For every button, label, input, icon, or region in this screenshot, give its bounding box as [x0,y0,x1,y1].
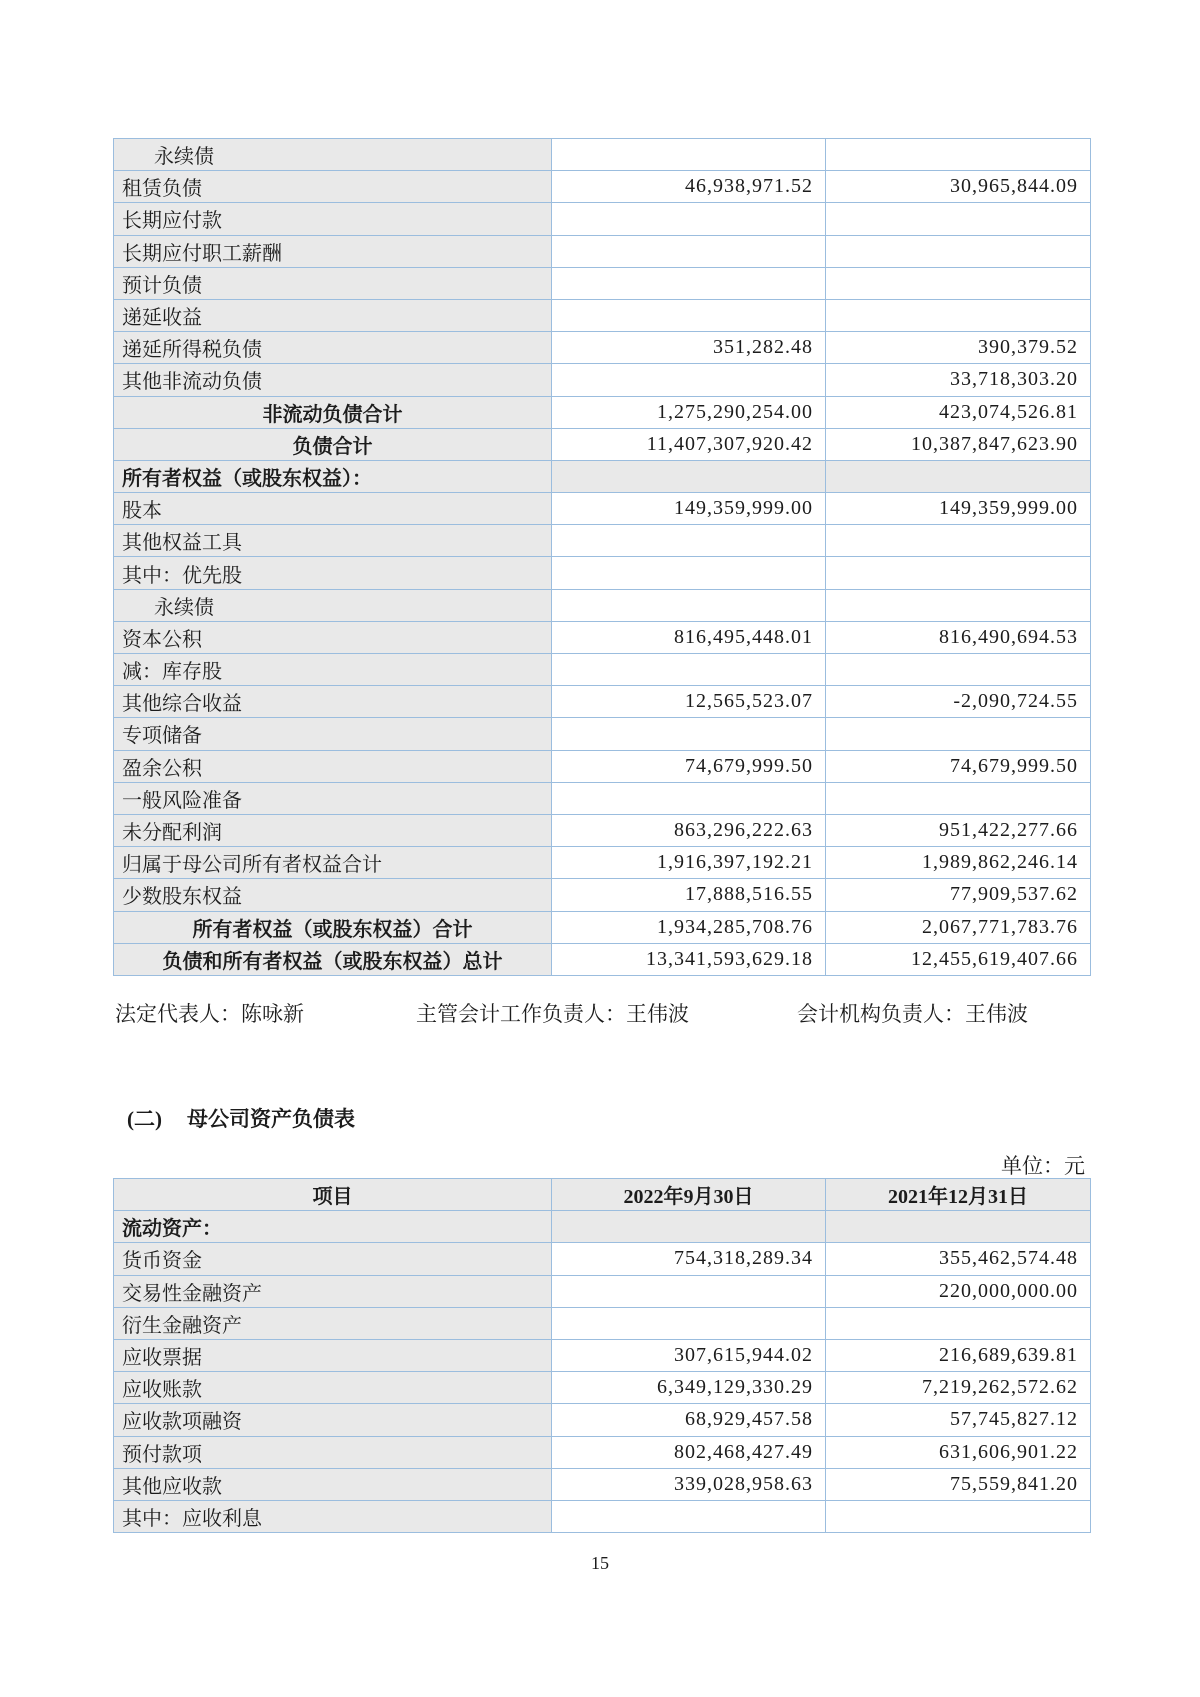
value-2022-cell: 149,359,999.00 [552,493,826,525]
item-label-cell: 所有者权益（或股东权益）： [114,460,552,492]
item-label-cell: 预计负债 [114,267,552,299]
table-row [114,1500,1091,1532]
value-2021-cell: 951,422,277.66 [826,814,1091,846]
column-header: 项目 [114,1179,552,1211]
value-2022-cell: 339,028,958.63 [552,1468,826,1500]
table-row [114,299,1091,331]
table-row [114,1307,1091,1339]
value-2021-cell: 74,679,999.50 [826,750,1091,782]
value-2022-cell [552,267,826,299]
section-name: 母公司资产负债表 [187,1107,355,1131]
table-row [114,1275,1091,1307]
value-2022-cell [552,589,826,621]
table-row [114,814,1091,846]
item-label-cell: 长期应付款 [114,203,552,235]
table-row [114,364,1091,396]
value-2022-cell: 307,615,944.02 [552,1339,826,1371]
value-2021-cell: -2,090,724.55 [826,686,1091,718]
table-row [114,621,1091,653]
item-label-cell: 其他非流动负债 [114,364,552,396]
table-row [114,686,1091,718]
value-2022-cell: 754,318,289.34 [552,1243,826,1275]
item-label-cell: 所有者权益（或股东权益）合计 [114,911,552,943]
table-row [114,1243,1091,1275]
value-2021-cell: 57,745,827.12 [826,1404,1091,1436]
item-label-cell: 未分配利润 [114,814,552,846]
item-label-cell: 一般风险准备 [114,782,552,814]
table-row [114,750,1091,782]
table-row [114,525,1091,557]
table-row [114,654,1091,686]
table-row [114,1339,1091,1371]
value-2021-cell [826,782,1091,814]
value-2022-cell [552,1500,826,1532]
value-2021-cell [826,235,1091,267]
value-2021-cell: 7,219,262,572.62 [826,1372,1091,1404]
column-header: 2022年9月30日 [552,1179,826,1211]
item-label-cell: 少数股东权益 [114,879,552,911]
item-label-cell: 其他综合收益 [114,686,552,718]
value-2022-cell: 68,929,457.58 [552,1404,826,1436]
item-label-cell: 租赁负债 [114,171,552,203]
value-2021-cell: 816,490,694.53 [826,621,1091,653]
value-2021-cell: 75,559,841.20 [826,1468,1091,1500]
accounting-head-label: 会计机构负责人：王伟波 [797,1002,1028,1026]
item-label-cell: 非流动负债合计 [114,396,552,428]
chief-accountant-label: 主管会计工作负责人：王伟波 [416,1002,689,1026]
item-label-cell: 交易性金融资产 [114,1275,552,1307]
item-label-cell: 归属于母公司所有者权益合计 [114,847,552,879]
item-label-cell: 永续债 [114,589,552,621]
value-2021-cell [826,1307,1091,1339]
value-2022-cell [552,525,826,557]
item-label-cell: 递延收益 [114,299,552,331]
table-row [114,396,1091,428]
value-2022-cell: 11,407,307,920.42 [552,428,826,460]
value-2021-cell [826,139,1091,171]
table-row [114,493,1091,525]
value-2022-cell: 17,888,516.55 [552,879,826,911]
value-2022-cell: 863,296,222.63 [552,814,826,846]
table-row [114,235,1091,267]
value-2022-cell: 802,468,427.49 [552,1436,826,1468]
table-row [114,428,1091,460]
item-label-cell: 盈余公积 [114,750,552,782]
item-label-cell: 资本公积 [114,621,552,653]
table-row [114,203,1091,235]
item-label-cell: 减：库存股 [114,654,552,686]
item-label-cell: 流动资产： [114,1211,552,1243]
table-row [114,589,1091,621]
value-2022-cell [552,557,826,589]
section-title [127,1103,355,1133]
item-label-cell: 专项储备 [114,718,552,750]
table-row [114,1211,1091,1243]
value-2021-cell [826,589,1091,621]
item-label-cell: 负债合计 [114,428,552,460]
value-2021-cell [826,1500,1091,1532]
value-2022-cell: 1,916,397,192.21 [552,847,826,879]
signature-line [113,998,1090,1024]
value-2022-cell [552,1211,826,1243]
value-2021-cell [826,460,1091,492]
value-2022-cell: 46,938,971.52 [552,171,826,203]
value-2022-cell: 13,341,593,629.18 [552,943,826,975]
table-row [114,1404,1091,1436]
table-row [114,332,1091,364]
item-label-cell: 其他应收款 [114,1468,552,1500]
value-2022-cell: 1,275,290,254.00 [552,396,826,428]
value-2022-cell: 816,495,448.01 [552,621,826,653]
table-row [114,1468,1091,1500]
item-label-cell: 其中：应收利息 [114,1500,552,1532]
value-2021-cell: 10,387,847,623.90 [826,428,1091,460]
value-2022-cell [552,654,826,686]
value-2022-cell [552,364,826,396]
value-2021-cell: 423,074,526.81 [826,396,1091,428]
item-label-cell: 长期应付职工薪酬 [114,235,552,267]
item-label-cell: 负债和所有者权益（或股东权益）总计 [114,943,552,975]
table-row [114,557,1091,589]
table-row [114,1436,1091,1468]
value-2021-cell [826,557,1091,589]
value-2021-cell [826,718,1091,750]
item-label-cell: 应收票据 [114,1339,552,1371]
value-2021-cell: 1,989,862,246.14 [826,847,1091,879]
parent-company-balance-sheet-table [113,1178,1091,1533]
value-2022-cell [552,718,826,750]
item-label-cell: 其中：优先股 [114,557,552,589]
value-2022-cell: 351,282.48 [552,332,826,364]
value-2021-cell: 631,606,901.22 [826,1436,1091,1468]
value-2022-cell [552,1275,826,1307]
item-label-cell: 永续债 [114,139,552,171]
value-2022-cell: 6,349,129,330.29 [552,1372,826,1404]
table-row [114,718,1091,750]
item-label-cell: 货币资金 [114,1243,552,1275]
value-2021-cell: 33,718,303.20 [826,364,1091,396]
value-2022-cell [552,235,826,267]
value-2021-cell [826,203,1091,235]
table-row [114,1372,1091,1404]
value-2021-cell: 149,359,999.00 [826,493,1091,525]
legal-representative-label: 法定代表人：陈咏新 [115,1002,304,1026]
table-row [114,943,1091,975]
table-row [114,879,1091,911]
table-row [114,847,1091,879]
table-header-row [114,1179,1091,1211]
table-row [114,782,1091,814]
value-2021-cell [826,1211,1091,1243]
value-2022-cell [552,299,826,331]
item-label-cell: 应收款项融资 [114,1404,552,1436]
item-label-cell: 递延所得税负债 [114,332,552,364]
value-2022-cell: 74,679,999.50 [552,750,826,782]
table-row [114,171,1091,203]
value-2021-cell [826,654,1091,686]
item-label-cell: 应收账款 [114,1372,552,1404]
page-number: 15 [591,1553,609,1573]
value-2022-cell [552,139,826,171]
item-label-cell: 衍生金融资产 [114,1307,552,1339]
table-row [114,911,1091,943]
value-2021-cell: 2,067,771,783.76 [826,911,1091,943]
table-row [114,139,1091,171]
value-2022-cell [552,203,826,235]
value-2022-cell: 1,934,285,708.76 [552,911,826,943]
value-2022-cell: 12,565,523.07 [552,686,826,718]
consolidated-balance-sheet-continued-table [113,138,1091,976]
section-index: (二) [127,1107,162,1131]
value-2022-cell [552,782,826,814]
value-2021-cell: 216,689,639.81 [826,1339,1091,1371]
table-row [114,460,1091,492]
value-2021-cell: 390,379.52 [826,332,1091,364]
value-2021-cell: 77,909,537.62 [826,879,1091,911]
value-2021-cell [826,299,1091,331]
value-2021-cell: 220,000,000.00 [826,1275,1091,1307]
value-2021-cell: 30,965,844.09 [826,171,1091,203]
value-2022-cell [552,460,826,492]
value-2021-cell [826,525,1091,557]
value-2021-cell: 355,462,574.48 [826,1243,1091,1275]
table-row [114,267,1091,299]
item-label-cell: 预付款项 [114,1436,552,1468]
value-2021-cell [826,267,1091,299]
item-label-cell: 其他权益工具 [114,525,552,557]
column-header: 2021年12月31日 [826,1179,1091,1211]
item-label-cell: 股本 [114,493,552,525]
unit-label: 单位：元 [1001,1154,1085,1178]
value-2022-cell [552,1307,826,1339]
value-2021-cell: 12,455,619,407.66 [826,943,1091,975]
